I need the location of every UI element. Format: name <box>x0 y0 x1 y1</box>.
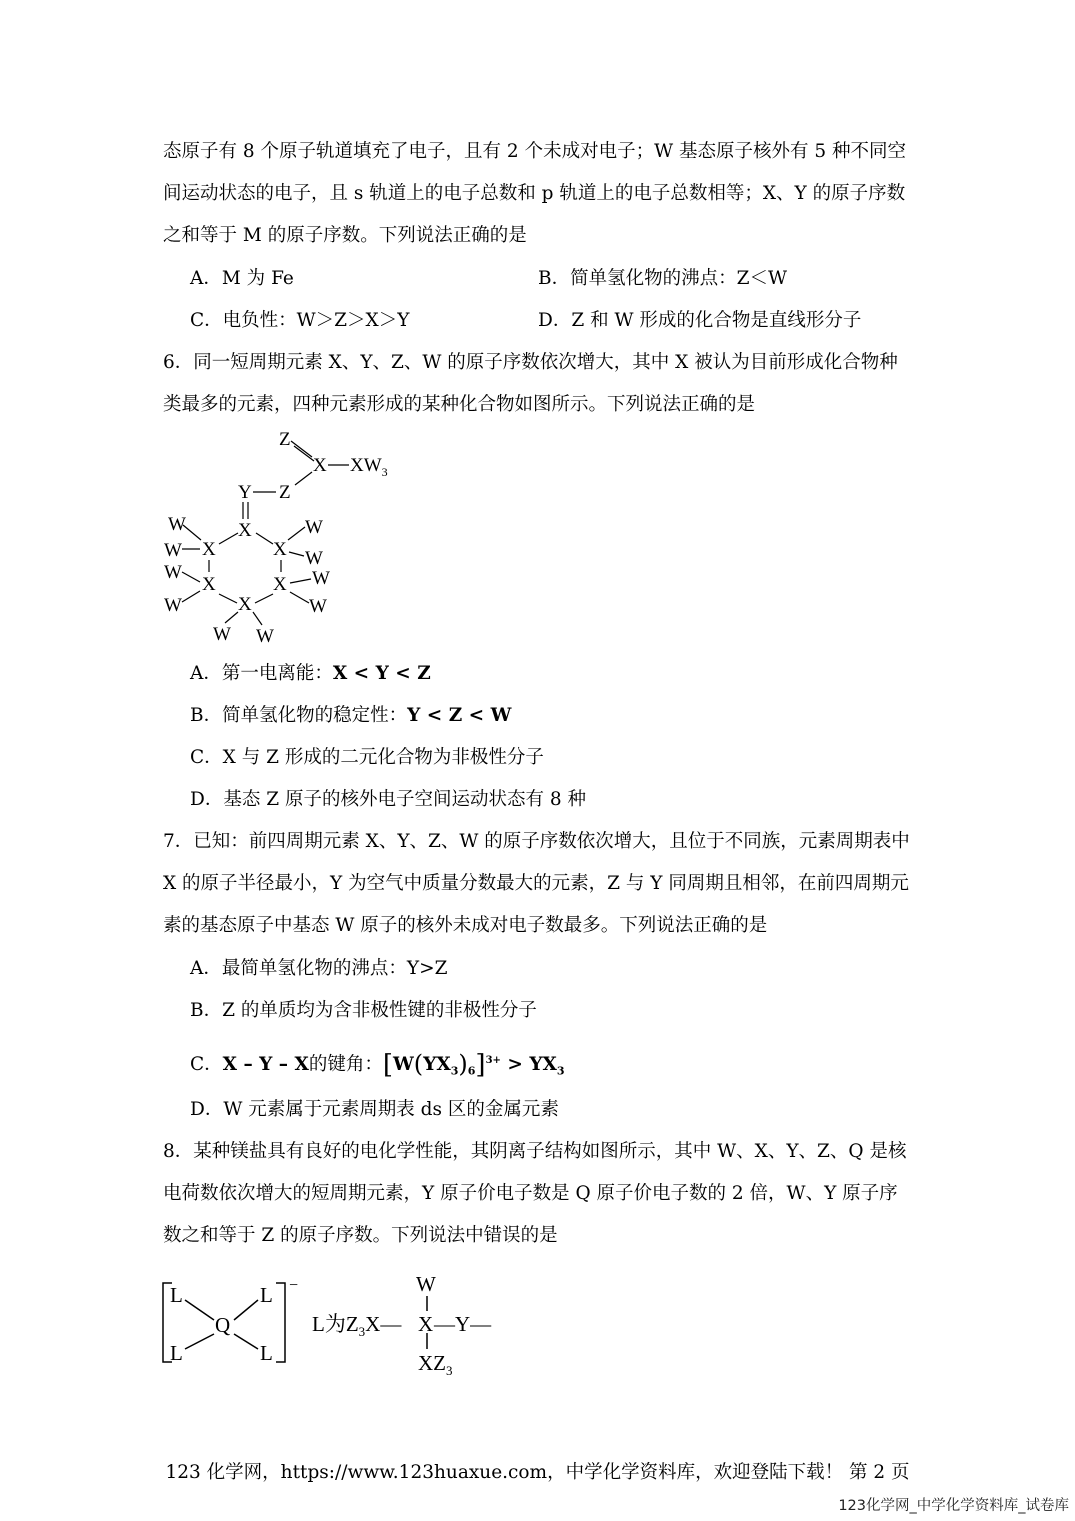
atom-w: W <box>213 624 231 645</box>
q6-option-c: C．X 与 Z 形成的二元化合物为非极性分子 <box>190 747 544 768</box>
atom-x-top: X <box>313 455 327 476</box>
q7-option-c: C．X – Y – X的键角：$[W(YX_3)_6]^{3+} > YX_3$ <box>190 1050 565 1081</box>
anion-charge: − <box>289 1277 299 1294</box>
atom-z-mid: Z <box>279 482 291 503</box>
page-footer: 123 化学网，https://www.123huaxue.com，中学化学资料库，欢迎登陆下载！ 第 2 页 <box>165 1462 910 1483</box>
q5-line-2: 间运动状态的电子，且 s 轨道上的电子总数和 p 轨道上的电子总数相等；X、Y 的原子序数 <box>163 183 906 204</box>
q5-option-a: A．M 为 Fe <box>190 268 294 289</box>
atom-w: W <box>164 562 182 583</box>
atom-w: W <box>164 540 182 561</box>
atom-w: W <box>305 517 323 538</box>
atom-w: W <box>168 514 186 535</box>
ligand-definition: L为$Z_3X—$ <box>312 1312 402 1339</box>
formula-b: Y < Z < W <box>407 705 512 726</box>
atom-w: W <box>164 595 182 616</box>
ligand-l: L <box>170 1283 183 1307</box>
q7-line-1: 7．已知：前四周期元素 X、Y、Z、W 的原子序数依次增大，且位于不同族，元素周期表中 <box>163 831 910 852</box>
ligand-l: L <box>260 1341 273 1365</box>
q5-line-1: 态原子有 8 个原子轨道填充了电子，且有 2 个未成对电子；W 基态原子核外有 5 种不同空 <box>163 141 906 162</box>
group-xz3-bottom: $XZ_3$ <box>418 1351 453 1378</box>
atom-y: Y <box>238 482 252 503</box>
atom-x-lower-right: X <box>273 574 287 595</box>
q7-option-d: D．W 元素属于元素周期表 ds 区的金属元素 <box>190 1099 559 1120</box>
q6-line-2: 类最多的元素，四种元素形成的某种化合物如图所示。下列说法正确的是 <box>163 394 756 415</box>
atom-x-ring-top: X <box>238 520 252 541</box>
ligand-l: L <box>260 1283 273 1307</box>
q6-option-b: B．简单氢化物的稳定性：Y < Z < W <box>190 705 512 726</box>
q6-option-a: A．第一电离能：X < Y < Z <box>190 663 431 684</box>
q7-line-2: X 的原子半径最小，Y 为空气中质量分数最大的元素，Z 与 Y 同周期且相邻，在前四周期元 <box>163 873 909 894</box>
q7-option-b: B．Z 的单质均为含非极性键的非极性分子 <box>190 1000 537 1021</box>
complex-formula: $[W(YX_3)_6]^{3+} > YX_3$ <box>382 1050 565 1081</box>
atom-w: W <box>305 548 323 569</box>
atom-w-top: W <box>416 1272 436 1296</box>
q8-line-3: 数之和等于 Z 的原子序数。下列说法中错误的是 <box>163 1225 558 1246</box>
atom-w: W <box>309 596 327 617</box>
atom-x-center: X <box>418 1312 434 1336</box>
formula-a: X < Y < Z <box>332 663 431 684</box>
watermark-text: 123化学网_中学化学资料库_试卷库 <box>838 1498 1069 1514</box>
atom-x-upper-right: X <box>273 539 287 560</box>
atom-x-bottom: X <box>238 594 252 615</box>
q8-anion-structure <box>0 1260 560 1390</box>
q5-line-3: 之和等于 M 的原子序数。下列说法正确的是 <box>163 225 527 246</box>
q6-option-d: D．基态 Z 原子的核外电子空间运动状态有 8 种 <box>190 789 586 810</box>
q8-line-2: 电荷数依次增大的短周期元素，Y 原子价电子数是 Q 原子价电子数的 2 倍，W、Y 原子序 <box>163 1183 898 1204</box>
atom-z-top: Z <box>279 429 291 450</box>
atom-q: Q <box>215 1313 231 1337</box>
q5-option-b: B．简单氢化物的沸点：Z＜W <box>538 268 787 289</box>
atom-w: W <box>312 568 330 589</box>
q5-option-c: C．电负性：W＞Z＞X＞Y <box>190 310 410 331</box>
q8-line-1: 8．某种镁盐具有良好的电化学性能，其阴离子结构如图所示，其中 W、X、Y、Z、Q 是核 <box>163 1141 907 1162</box>
atom-x-lower-left: X <box>202 574 216 595</box>
atom-w: W <box>256 626 274 647</box>
q6-line-1: 6．同一短周期元素 X、Y、Z、W 的原子序数依次增大，其中 X 被认为目前形成化合物种 <box>163 352 898 373</box>
group-xw3: $XW_3$ <box>350 455 388 479</box>
bond-y-chain: —Y— <box>434 1312 492 1336</box>
q5-option-d: D．Z 和 W 形成的化合物是直线形分子 <box>538 310 862 331</box>
ligand-l: L <box>170 1341 183 1365</box>
q7-line-3: 素的基态原子中基态 W 原子的核外未成对电子数最多。下列说法正确的是 <box>163 915 768 936</box>
bond-angle-formula: X – Y – X <box>222 1054 309 1076</box>
atom-x-upper-left: X <box>202 539 216 560</box>
q7-option-a: A．最简单氢化物的沸点：Y>Z <box>190 958 448 979</box>
